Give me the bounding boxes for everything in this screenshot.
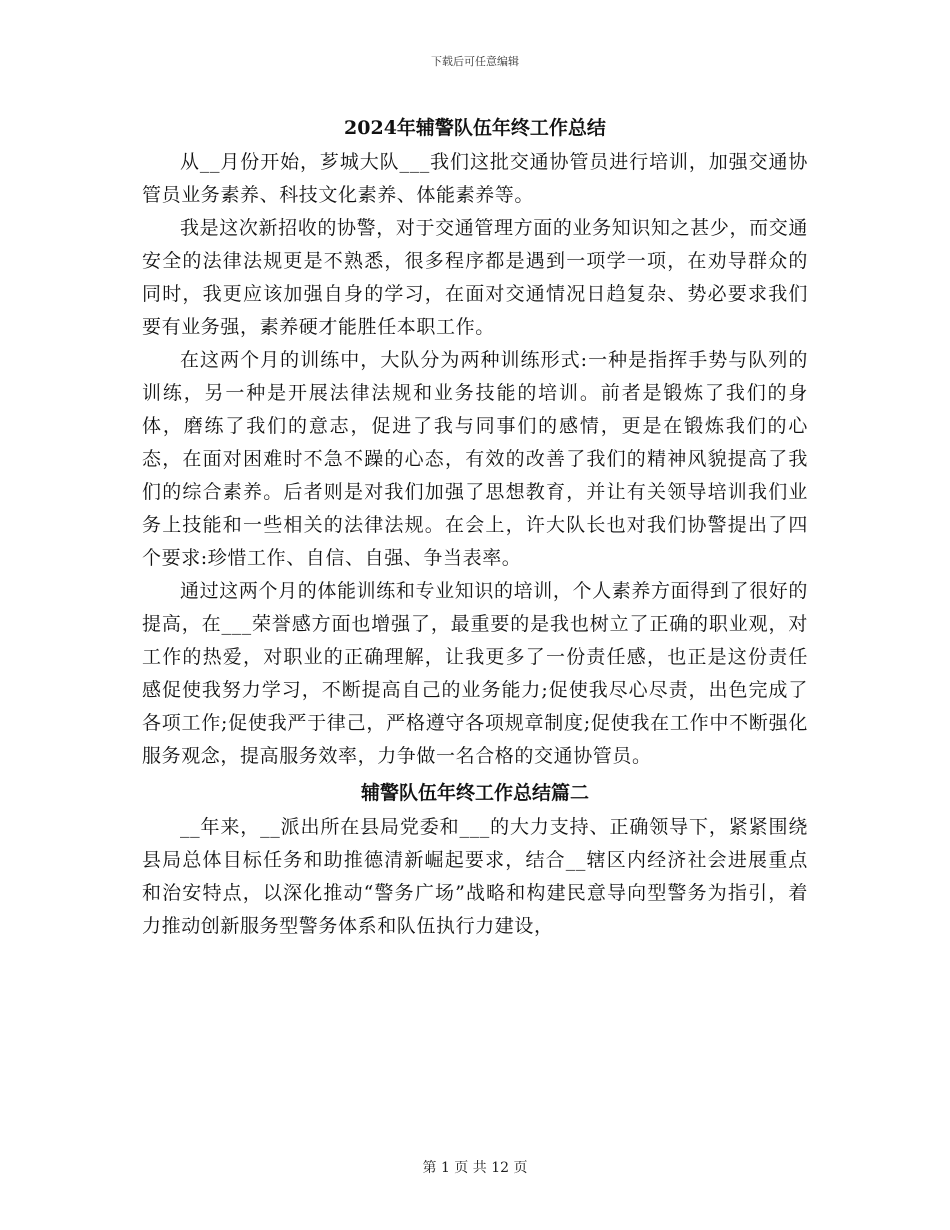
page-number: 第 1 页 共 12 页	[422, 1160, 528, 1176]
document-body	[142, 110, 808, 943]
document-title: 2024年辅警队伍年终工作总结	[344, 117, 606, 139]
header-note: 下载后可任意编辑	[431, 55, 519, 68]
paragraph-1: 从__月份开始，芗城大队___我们这批交通协管员进行培训，加强交通协管员业务素养、科技文化素养、体能素养等。	[142, 151, 808, 206]
paragraph-4: 通过这两个月的体能训练和专业知识的培训，个人素养方面得到了很好的提高，在___荣誉感方面也增强了，最重要的是我也树立了正确的职业观，对工作的热爱，对职业的正确理解，让我更多了一份责任感，也正是这份责任感促使我努力学习，不断提高自己的业务能力;促使我尽心尽责，出色完成了各项工作;促使我严于律己，严格遵守各项规章制度;促使我在工作中不断强化服务观念，提高服务效率，力争做一名合格的交通协管员。	[142, 580, 808, 767]
section-2-title: 辅警队伍年终工作总结篇二	[360, 782, 589, 804]
section-2-paragraph: __年来，__派出所在县局党委和___的大力支持、正确领导下，紧紧围绕县局总体目标任务和助推德清新崛起要求，结合__辖区内经济社会进展重点和治安特点，以深化推动“警务广场”战略和构建民意导向型警务为指引，着力推动创新服务型警务体系和队伍执行力建设，	[142, 816, 808, 937]
paragraph-3: 在这两个月的训练中，大队分为两种训练形式:一种是指挥手势与队列的训练，另一种是开展法律法规和业务技能的培训。前者是锻炼了我们的身体，磨练了我们的意志，促进了我与同事们的感情，更是在锻炼我们的心态，在面对困难时不急不躁的心态，有效的改善了我们的精神风貌提高了我们的综合素养。后者则是对我们加强了思想教育，并让有关领导培训我们业务上技能和一些相关的法律法规。在会上，许大队长也对我们协警提出了四个要求:珍惜工作、自信、自强、争当表率。	[142, 349, 808, 569]
paragraph-2: 我是这次新招收的协警，对于交通管理方面的业务知识知之甚少，而交通安全的法律法规更是不熟悉，很多程序都是遇到一项学一项，在劝导群众的同时，我更应该加强自身的学习，在面对交通情况日趋复杂、势必要求我们要有业务强，素养硬才能胜任本职工作。	[142, 217, 808, 338]
